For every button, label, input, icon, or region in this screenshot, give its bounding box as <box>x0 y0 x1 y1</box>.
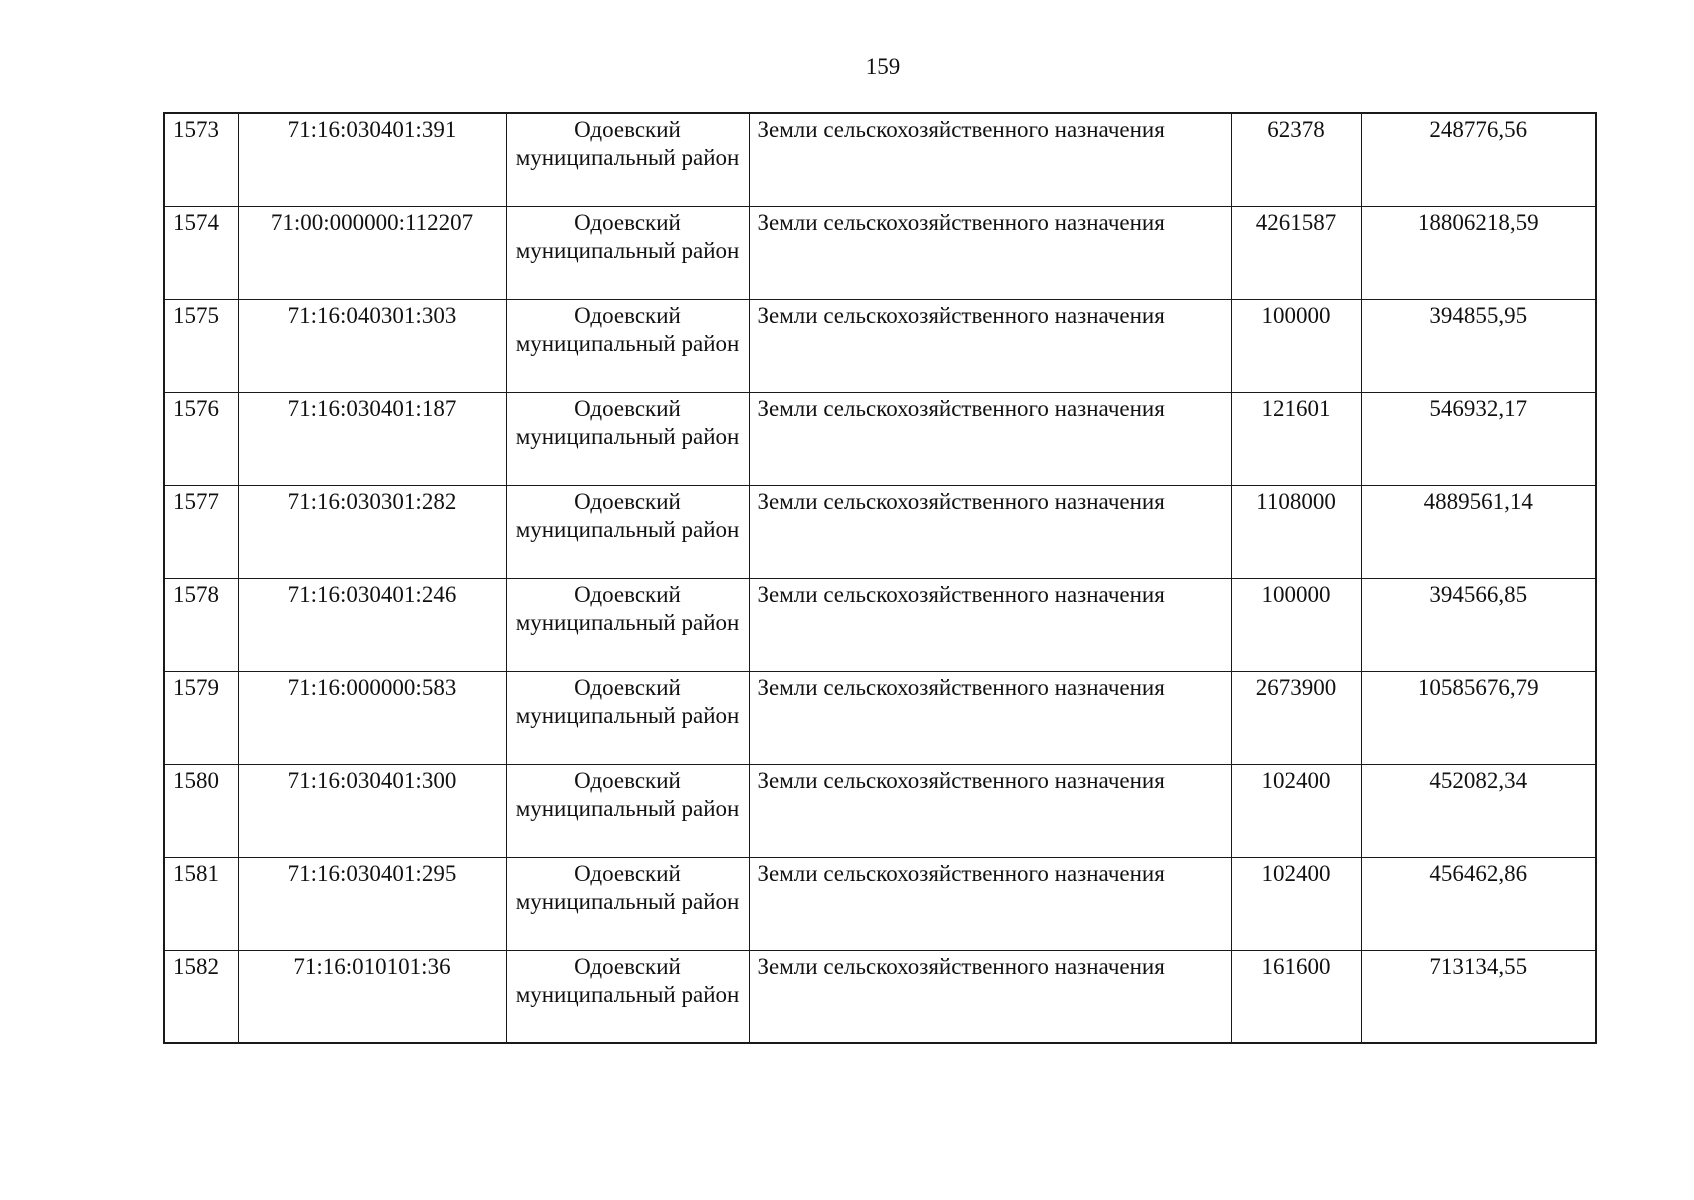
land-category-cell: Земли сельскохозяйственного назначения <box>749 950 1231 1043</box>
table-row <box>164 113 1596 206</box>
cadastral-number-cell: 71:16:030401:187 <box>238 392 506 485</box>
land-category-cell: Земли сельскохозяйственного назначения <box>749 113 1231 206</box>
cadastral-number-cell: 71:16:030401:391 <box>238 113 506 206</box>
cadastral-number-cell: 71:16:030401:246 <box>238 578 506 671</box>
land-category-cell: Земли сельскохозяйственного назначения <box>749 299 1231 392</box>
row-number-cell: 1577 <box>164 485 238 578</box>
cadastral-number-cell: 71:16:000000:583 <box>238 671 506 764</box>
district-cell: Одоевский муниципальный район <box>506 392 749 485</box>
area-cell: 2673900 <box>1231 671 1361 764</box>
row-number-cell: 1581 <box>164 857 238 950</box>
land-category-cell: Земли сельскохозяйственного назначения <box>749 578 1231 671</box>
area-cell: 121601 <box>1231 392 1361 485</box>
cadastral-value-cell: 18806218,59 <box>1361 206 1596 299</box>
area-cell: 161600 <box>1231 950 1361 1043</box>
cadastral-value-cell: 456462,86 <box>1361 857 1596 950</box>
table-row <box>164 950 1596 1043</box>
cadastral-value-cell: 4889561,14 <box>1361 485 1596 578</box>
district-cell: Одоевский муниципальный район <box>506 578 749 671</box>
cadastral-value-cell: 713134,55 <box>1361 950 1596 1043</box>
cadastral-value-cell: 452082,34 <box>1361 764 1596 857</box>
area-cell: 100000 <box>1231 299 1361 392</box>
district-cell: Одоевский муниципальный район <box>506 113 749 206</box>
cadastral-number-cell: 71:16:030301:282 <box>238 485 506 578</box>
cadastral-value-cell: 546932,17 <box>1361 392 1596 485</box>
table-row <box>164 485 1596 578</box>
area-cell: 100000 <box>1231 578 1361 671</box>
cadastral-number-cell: 71:16:030401:295 <box>238 857 506 950</box>
district-cell: Одоевский муниципальный район <box>506 764 749 857</box>
cadastral-number-cell: 71:16:040301:303 <box>238 299 506 392</box>
table-row <box>164 671 1596 764</box>
land-category-cell: Земли сельскохозяйственного назначения <box>749 485 1231 578</box>
row-number-cell: 1576 <box>164 392 238 485</box>
row-number-cell: 1579 <box>164 671 238 764</box>
district-cell: Одоевский муниципальный район <box>506 299 749 392</box>
row-number-cell: 1578 <box>164 578 238 671</box>
area-cell: 4261587 <box>1231 206 1361 299</box>
row-number-cell: 1574 <box>164 206 238 299</box>
area-cell: 62378 <box>1231 113 1361 206</box>
land-category-cell: Земли сельскохозяйственного назначения <box>749 857 1231 950</box>
row-number-cell: 1573 <box>164 113 238 206</box>
land-category-cell: Земли сельскохозяйственного назначения <box>749 764 1231 857</box>
district-cell: Одоевский муниципальный район <box>506 950 749 1043</box>
district-cell: Одоевский муниципальный район <box>506 857 749 950</box>
row-number-cell: 1580 <box>164 764 238 857</box>
table-row <box>164 857 1596 950</box>
page-number: 159 <box>865 54 901 79</box>
land-category-cell: Земли сельскохозяйственного назначения <box>749 671 1231 764</box>
area-cell: 102400 <box>1231 857 1361 950</box>
area-cell: 1108000 <box>1231 485 1361 578</box>
table-row <box>164 392 1596 485</box>
cadastral-number-cell: 71:00:000000:112207 <box>238 206 506 299</box>
row-number-cell: 1575 <box>164 299 238 392</box>
land-registry-table <box>163 112 1597 1044</box>
table-row <box>164 299 1596 392</box>
district-cell: Одоевский муниципальный район <box>506 485 749 578</box>
row-number-cell: 1582 <box>164 950 238 1043</box>
area-cell: 102400 <box>1231 764 1361 857</box>
cadastral-number-cell: 71:16:030401:300 <box>238 764 506 857</box>
district-cell: Одоевский муниципальный район <box>506 671 749 764</box>
land-category-cell: Земли сельскохозяйственного назначения <box>749 392 1231 485</box>
land-category-cell: Земли сельскохозяйственного назначения <box>749 206 1231 299</box>
table-row <box>164 578 1596 671</box>
cadastral-value-cell: 394855,95 <box>1361 299 1596 392</box>
cadastral-number-cell: 71:16:010101:36 <box>238 950 506 1043</box>
table-row <box>164 206 1596 299</box>
cadastral-value-cell: 394566,85 <box>1361 578 1596 671</box>
district-cell: Одоевский муниципальный район <box>506 206 749 299</box>
table-row <box>164 764 1596 857</box>
cadastral-value-cell: 10585676,79 <box>1361 671 1596 764</box>
cadastral-value-cell: 248776,56 <box>1361 113 1596 206</box>
